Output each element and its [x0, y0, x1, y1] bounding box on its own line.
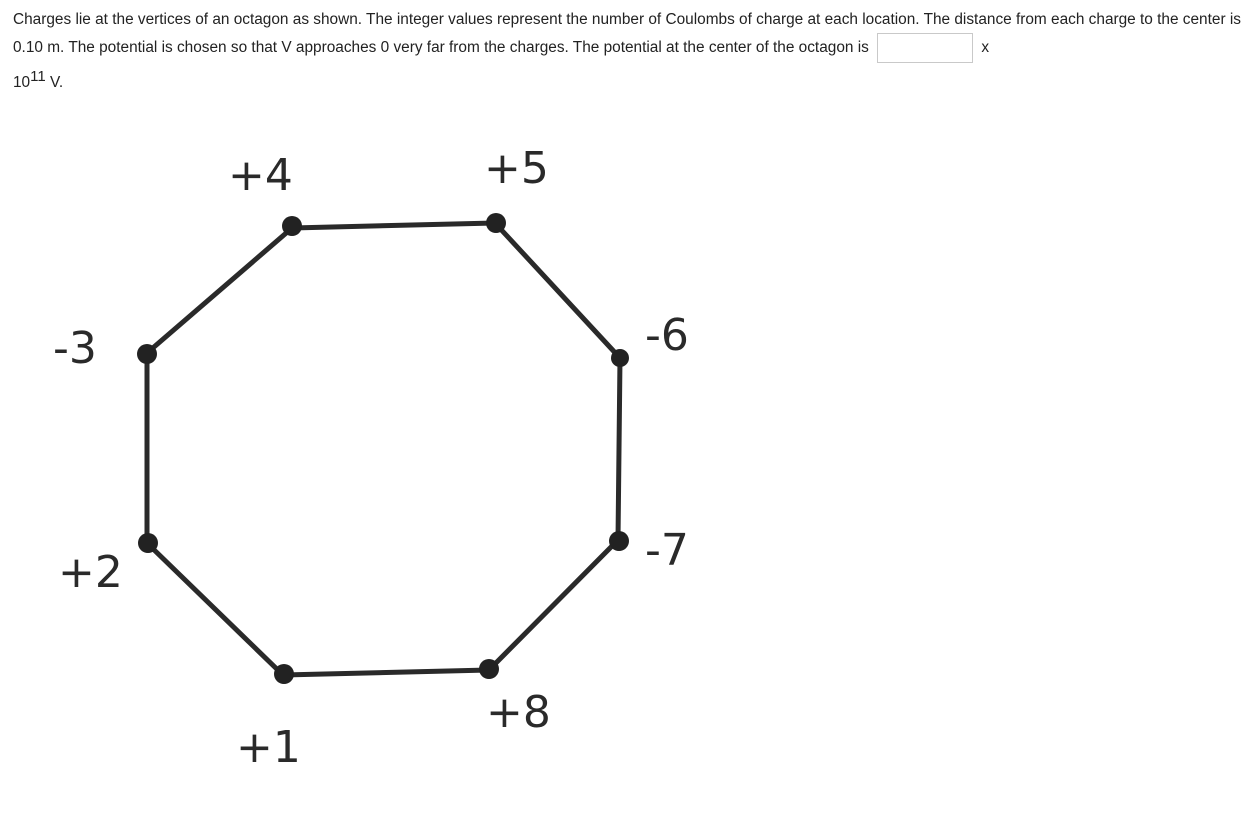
vertex-charge-minus3	[137, 344, 157, 364]
octagon-outline	[147, 223, 620, 675]
exponent-power: 11	[30, 68, 46, 85]
question-body: Charges lie at the vertices of an octagon as shown. The integer values represent the number of Coulombs of charge at each location. The distance from each charge to the center is 0.10 m. The potential is chosen so that V approaches 0 very far from the charges. The potential at the center of the octagon is	[13, 11, 1241, 57]
charge-label-plus2: +2	[58, 547, 123, 598]
vertex-charge-plus8	[479, 659, 499, 679]
charge-label-minus3: -3	[53, 323, 97, 374]
charge-label-plus1: +1	[236, 722, 301, 773]
vertex-charge-plus2	[138, 533, 158, 553]
exponent-base: 10	[13, 74, 31, 91]
vertex-charge-minus6	[611, 349, 629, 367]
vertex-charge-plus1	[274, 664, 294, 684]
charge-label-plus8: +8	[486, 687, 551, 738]
charge-label-minus7: -7	[645, 525, 689, 576]
charge-label-minus6: -6	[645, 310, 689, 361]
times-symbol: x	[981, 39, 990, 57]
unit-label: V.	[49, 74, 64, 91]
vertex-charge-minus7	[609, 531, 629, 551]
charge-label-plus4: +4	[228, 150, 293, 201]
vertex-charge-plus4	[282, 216, 302, 236]
charge-label-plus5: +5	[484, 143, 549, 194]
vertex-charge-plus5	[486, 213, 506, 233]
